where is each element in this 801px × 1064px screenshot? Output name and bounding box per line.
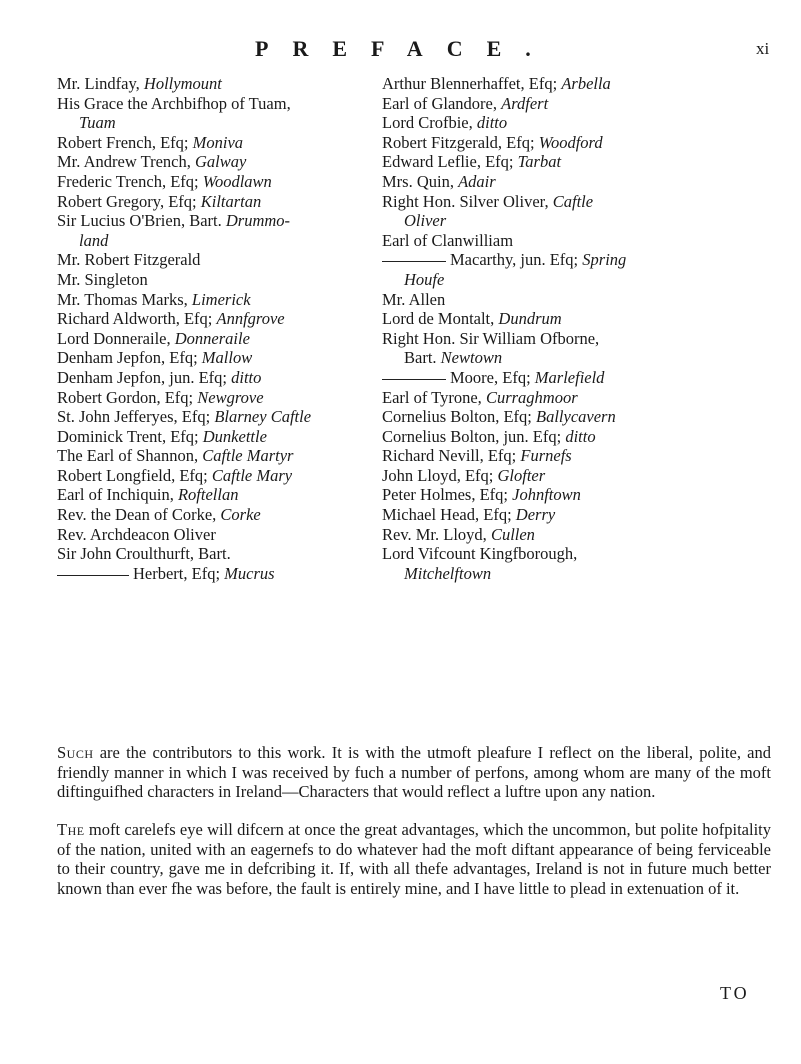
contributor-entry bbox=[57, 309, 387, 329]
contributor-name: Moore, Efq; bbox=[450, 367, 531, 387]
contributor-name: Mr. Robert Fitzgerald bbox=[57, 250, 201, 270]
contributor-name: John Lloyd, Efq; bbox=[382, 465, 494, 485]
paragraph-text: moft carelefs eye will difcern at once the great advantages, which the uncommon, but polite hofpitality of the nation, united with an eagernefs to do whatever had the moft diftant appearance of being ferviceable to their country, gave me in defcribing it. If, with all thefe advantages, Ireland is not in future much better known than ever fhe was before, the fault is entirely mine, and I have little to plead in extenuation of it. bbox=[57, 820, 771, 899]
contributor-entry bbox=[382, 211, 762, 231]
contributor-entry bbox=[57, 427, 387, 447]
contributor-place: Oliver bbox=[404, 211, 447, 231]
contributor-name: Robert Gregory, Efq; bbox=[57, 191, 197, 211]
contributor-name: Rev. the Dean of Corke, bbox=[57, 505, 217, 525]
contributor-place: land bbox=[79, 230, 109, 250]
contributor-place: Hollymount bbox=[143, 74, 222, 93]
contributor-place: Woodlawn bbox=[202, 171, 272, 191]
contributor-place: Adair bbox=[458, 171, 496, 191]
contributor-entry bbox=[382, 133, 762, 153]
contributor-name: Bart. bbox=[404, 348, 437, 368]
contributor-entry bbox=[57, 446, 387, 466]
paragraph-lead-word: The bbox=[57, 820, 85, 839]
contributor-name: Sir Lucius O'Brien, Bart. bbox=[57, 211, 222, 231]
contributor-name: Robert Longfield, Efq; bbox=[57, 465, 208, 485]
contributor-entry bbox=[382, 172, 762, 192]
contributor-place: Mucrus bbox=[224, 563, 275, 583]
contributor-entry bbox=[57, 564, 387, 584]
contributor-name: Earl of Glandore, bbox=[382, 93, 497, 113]
contributor-entry bbox=[57, 329, 387, 349]
contributor-place: Ardfert bbox=[501, 93, 549, 113]
contributor-place: Houfe bbox=[404, 269, 445, 289]
contributor-name: Dominick Trent, Efq; bbox=[57, 426, 199, 446]
contributor-name: Lord de Montalt, bbox=[382, 309, 495, 329]
contributor-name: Robert French, Efq; bbox=[57, 132, 189, 152]
contributor-name: Robert Gordon, Efq; bbox=[57, 387, 194, 407]
contributor-entry bbox=[382, 368, 762, 388]
contributor-entry bbox=[382, 485, 762, 505]
contributor-place: Limerick bbox=[191, 289, 251, 309]
contributor-name: The Earl of Shannon, bbox=[57, 446, 199, 466]
contributor-place: Caftle bbox=[552, 191, 594, 211]
contributor-name: Denham Jepfon, jun. Efq; bbox=[57, 367, 228, 387]
contributor-name: His Grace the Archbifhop of Tuam, bbox=[57, 93, 291, 113]
paragraph-lead-word: Such bbox=[57, 743, 94, 762]
contributor-name: Robert Fitzgerald, Efq; bbox=[382, 132, 535, 152]
contributor-place: Donneraile bbox=[174, 328, 250, 348]
contributor-place: Caftle Mary bbox=[211, 465, 293, 485]
contributor-entry bbox=[57, 74, 387, 94]
contributor-entry bbox=[382, 309, 762, 329]
contributor-place: Curraghmoor bbox=[485, 387, 578, 407]
contributor-entry bbox=[57, 133, 387, 153]
contributor-place: Roftellan bbox=[177, 485, 239, 505]
contributor-entry bbox=[57, 270, 387, 290]
contributor-name: Mr. Lindfay, bbox=[57, 74, 140, 93]
contributor-entry bbox=[57, 505, 387, 525]
contributor-place: Newtown bbox=[440, 348, 503, 368]
contributor-entry bbox=[382, 113, 762, 133]
contributor-entry bbox=[57, 152, 387, 172]
contributor-place: Arbella bbox=[561, 74, 611, 93]
contributor-entry bbox=[57, 290, 387, 310]
contributor-place: Marlefield bbox=[534, 367, 605, 387]
contributor-name: Lord Donneraile, bbox=[57, 328, 171, 348]
contributor-name: Earl of Inchiquin, bbox=[57, 485, 174, 505]
contributor-name: Earl of Tyrone, bbox=[382, 387, 482, 407]
contributor-name: Rev. Archdeacon Oliver bbox=[57, 524, 216, 544]
contributor-name: Edward Leflie, Efq; bbox=[382, 152, 514, 172]
contributor-name: Earl of Clanwilliam bbox=[382, 230, 514, 250]
contributor-place: Kiltartan bbox=[200, 191, 262, 211]
running-title: PREFACE. bbox=[255, 36, 555, 61]
contributor-entry bbox=[382, 250, 762, 270]
contributor-name: Macarthy, jun. Efq; bbox=[450, 250, 579, 270]
contributor-place: Mallow bbox=[201, 348, 253, 368]
contributor-entry bbox=[57, 388, 387, 408]
contributor-place: ditto bbox=[231, 367, 262, 387]
contributor-name: Mr. Allen bbox=[382, 289, 446, 309]
name-omission-dash bbox=[382, 379, 446, 380]
contributor-name: Cornelius Bolton, jun. Efq; bbox=[382, 426, 562, 446]
contributor-entry bbox=[382, 427, 762, 447]
contributor-entry bbox=[57, 525, 387, 545]
contributor-place: Corke bbox=[220, 505, 261, 525]
contributor-entry bbox=[57, 113, 387, 133]
contributor-name: Right Hon. Sir William Ofborne, bbox=[382, 328, 600, 348]
contributor-place: ditto bbox=[476, 113, 508, 133]
contributor-entry bbox=[382, 446, 762, 466]
contributor-entry bbox=[382, 270, 762, 290]
contributor-entry bbox=[382, 94, 762, 114]
contributor-place: Tarbat bbox=[517, 152, 562, 172]
contributor-name: Richard Nevill, Efq; bbox=[382, 446, 517, 466]
contributor-entry bbox=[57, 172, 387, 192]
contributors-left-column bbox=[57, 74, 387, 583]
contributor-name: Herbert, Efq; bbox=[133, 563, 221, 583]
contributor-entry bbox=[382, 505, 762, 525]
contributor-place: Annfgrove bbox=[216, 309, 285, 329]
contributor-place: Furnefs bbox=[520, 446, 572, 466]
contributor-place: Dundrum bbox=[498, 309, 562, 329]
contributor-entry bbox=[382, 348, 762, 368]
contributor-place: Spring bbox=[582, 250, 627, 270]
contributor-place: Moniva bbox=[192, 132, 244, 152]
contributor-entry bbox=[57, 192, 387, 212]
contributor-entry bbox=[382, 564, 762, 584]
contributor-place: Cullen bbox=[490, 524, 535, 544]
name-omission-dash bbox=[382, 261, 446, 262]
contributor-entry bbox=[57, 485, 387, 505]
contributor-name: Frederic Trench, Efq; bbox=[57, 171, 199, 191]
contributor-place: Glofter bbox=[497, 465, 546, 485]
contributor-place: Caftle Martyr bbox=[202, 446, 294, 466]
contributor-entry bbox=[382, 290, 762, 310]
page-number: xi bbox=[756, 39, 770, 58]
contributor-name: Cornelius Bolton, Efq; bbox=[382, 407, 532, 427]
contributor-place: Blarney Caftle bbox=[214, 407, 312, 427]
contributor-entry bbox=[57, 250, 387, 270]
contributor-name: Denham Jepfon, Efq; bbox=[57, 348, 198, 368]
contributor-name: Richard Aldworth, Efq; bbox=[57, 309, 213, 329]
contributor-name: Sir John Croulthurft, Bart. bbox=[57, 544, 231, 564]
contributor-place: Ballycavern bbox=[536, 407, 616, 427]
contributor-place: Johnftown bbox=[512, 485, 581, 505]
paragraph-text: are the contributors to this work. It is with the utmoft pleafure I reflect on the liberal, polite, and friendly manner in which I was received by fuch a number of perfons, among whom are many of the moft diftinguifhed characters in Ireland—Characters that would reflect a luftre upon any nation. bbox=[57, 743, 771, 802]
contributor-name: Right Hon. Silver Oliver, bbox=[382, 191, 549, 211]
contributor-name: Arthur Blennerhaffet, Efq; bbox=[382, 74, 558, 93]
contributor-name: Mr. Thomas Marks, bbox=[57, 289, 188, 309]
contributor-place: Dunkettle bbox=[202, 426, 267, 446]
contributors-right-column bbox=[382, 74, 762, 583]
contributor-entry bbox=[382, 329, 762, 349]
contributor-place: Drummo- bbox=[225, 211, 291, 231]
contributor-entry bbox=[57, 348, 387, 368]
contributor-name: Rev. Mr. Lloyd, bbox=[382, 524, 487, 544]
contributor-entry bbox=[382, 388, 762, 408]
contributor-place: Woodford bbox=[538, 132, 603, 152]
contributor-name: Mrs. Quin, bbox=[382, 171, 454, 191]
contributor-entry bbox=[382, 192, 762, 212]
paragraph-contributors bbox=[57, 743, 771, 802]
contributor-place: Derry bbox=[515, 505, 556, 525]
contributor-name: Mr. Andrew Trench, bbox=[57, 152, 191, 172]
contributor-name: Peter Holmes, Efq; bbox=[382, 485, 509, 505]
page-header bbox=[0, 36, 801, 66]
paragraph-advantages bbox=[57, 820, 771, 899]
contributor-name: Michael Head, Efq; bbox=[382, 505, 512, 525]
contributor-name: Lord Vifcount Kingfborough, bbox=[382, 544, 578, 564]
contributor-entry bbox=[57, 94, 387, 114]
contributor-entry bbox=[382, 525, 762, 545]
contributor-place: ditto bbox=[565, 426, 596, 446]
contributor-entry bbox=[57, 231, 387, 251]
contributor-place: Mitchelftown bbox=[404, 563, 492, 583]
contributor-entry bbox=[57, 407, 387, 427]
contributor-entry bbox=[57, 544, 387, 564]
contributor-place: Galway bbox=[194, 152, 247, 172]
contributor-entry bbox=[382, 407, 762, 427]
contributor-name: St. John Jefferyes, Efq; bbox=[57, 407, 211, 427]
contributor-entry bbox=[57, 368, 387, 388]
contributor-place: Newgrove bbox=[197, 387, 264, 407]
name-omission-dash bbox=[57, 575, 129, 576]
catchword: TO bbox=[720, 983, 750, 1003]
contributor-entry bbox=[57, 211, 387, 231]
contributor-entry bbox=[382, 74, 762, 94]
contributor-place: Tuam bbox=[79, 113, 116, 133]
contributor-name: Lord Crofbie, bbox=[382, 113, 473, 133]
contributor-entry bbox=[382, 152, 762, 172]
contributor-entry bbox=[382, 544, 762, 564]
contributor-entry bbox=[382, 466, 762, 486]
contributor-entry bbox=[57, 466, 387, 486]
contributor-entry bbox=[382, 231, 762, 251]
contributor-name: Mr. Singleton bbox=[57, 269, 148, 289]
